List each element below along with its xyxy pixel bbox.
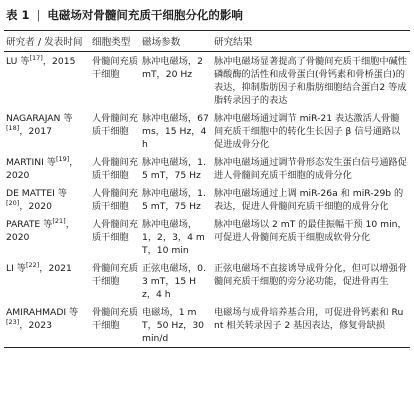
cell-author: MARTINI 等[19]，2020 [6,154,79,181]
table-row [4,259,410,303]
cell-cell-type: 骨髓间充质干细胞 [90,303,140,348]
caption-separator: | [36,8,41,22]
cell-params: 脉冲电磁场，1，2，3，4 mT，10 min [142,219,205,256]
cell-result: 脉冲电磁场以 2 mT 的最佳振幅干预 10 min，可促进人骨髓间充质干细胞成软骨分化 [214,219,407,243]
cell-author: DE MATTEI 等[20]，2020 [6,188,67,212]
cell-cell-type: 人骨髓间充质干细胞 [92,113,138,137]
cell-cell-type: 骨髓间充质干细胞 [92,56,138,80]
cell-cell-type: 骨髓间充质干细胞 [92,263,138,287]
table-row [4,303,410,348]
cell-result: 脉冲电磁场显著提高了骨髓间充质干细胞中碱性磷酸酶的活性和成骨蛋白(骨钙素和骨桥蛋白)的表达，抑制脂肪因子和脂肪细胞结合蛋白2 等成脂转录因子的表达 [214,56,407,106]
table-row [4,153,410,184]
cell-author: NAGARAJAN 等[18]，2017 [6,113,73,137]
table-number: 表 1 [6,8,30,22]
cell-params: 脉冲电磁场，1.5 mT，75 Hz [142,157,206,181]
data-table [4,30,410,348]
cell-author: PARATE 等[21]，2020 [6,216,75,243]
cell-author: AMIRAHMADI 等[23]，2023 [4,303,90,348]
table-row [4,184,410,215]
cell-params: 脉冲电磁场，1.5 mT，75 Hz [142,188,206,212]
cell-result: 正弦电磁场不直接诱导成骨分化，但可以增强骨髓间充质干细胞的旁分泌功能，促进骨再生 [214,263,407,287]
cell-result: 脉冲电磁场通过调节骨形态发生蛋白信号通路促进人骨髓间充质干细胞的成骨分化 [214,157,407,181]
cell-params: 脉冲电磁场，2 mT，20 Hz [142,56,203,80]
header-cell-type: 细胞类型 [90,31,140,52]
table-row [4,215,410,259]
cell-cell-type: 人骨髓间充质干细胞 [92,219,138,243]
table-row [4,52,410,110]
table-caption [6,6,410,24]
cell-result: 脉冲电磁场通过上调 miR-26a 和 miR-29b 的表达，促进人骨髓间充质干细胞的成骨分化 [214,188,404,212]
cell-author: LU 等[17]，2015 [6,53,76,67]
table-header-row [4,31,410,52]
cell-params: 正弦电磁场，0.3 mT，15 Hz，4 h [142,263,206,300]
header-author: 研究者 / 发表时间 [4,31,90,52]
cell-params: 电磁场，1 mT，50 Hz，30 min/d [140,303,212,348]
table-row [4,109,410,153]
cell-cell-type: 人骨髓间充质干细胞 [92,188,138,212]
cell-result: 脉冲电磁场通过调节 miR-21 表达激活人骨髓间充质干细胞中的转化生长因子 β 信号通路以促进成骨分化 [214,113,401,150]
cell-author: LI 等[22]，2021 [6,260,72,274]
cell-cell-type: 人骨髓间充质干细胞 [92,157,138,181]
cell-params: 脉冲电磁场，67 ms，15 Hz，4 h [142,113,209,150]
header-params: 磁场参数 [140,31,212,52]
header-result: 研究结果 [212,31,410,52]
cell-result: 电磁场与成骨培养基合用，可促进骨钙素和 Runt 相关转录因子 2 基因表达，修复骨缺损 [212,303,410,348]
table-title: 电磁场对骨髓间充质干细胞分化的影响 [47,8,243,22]
